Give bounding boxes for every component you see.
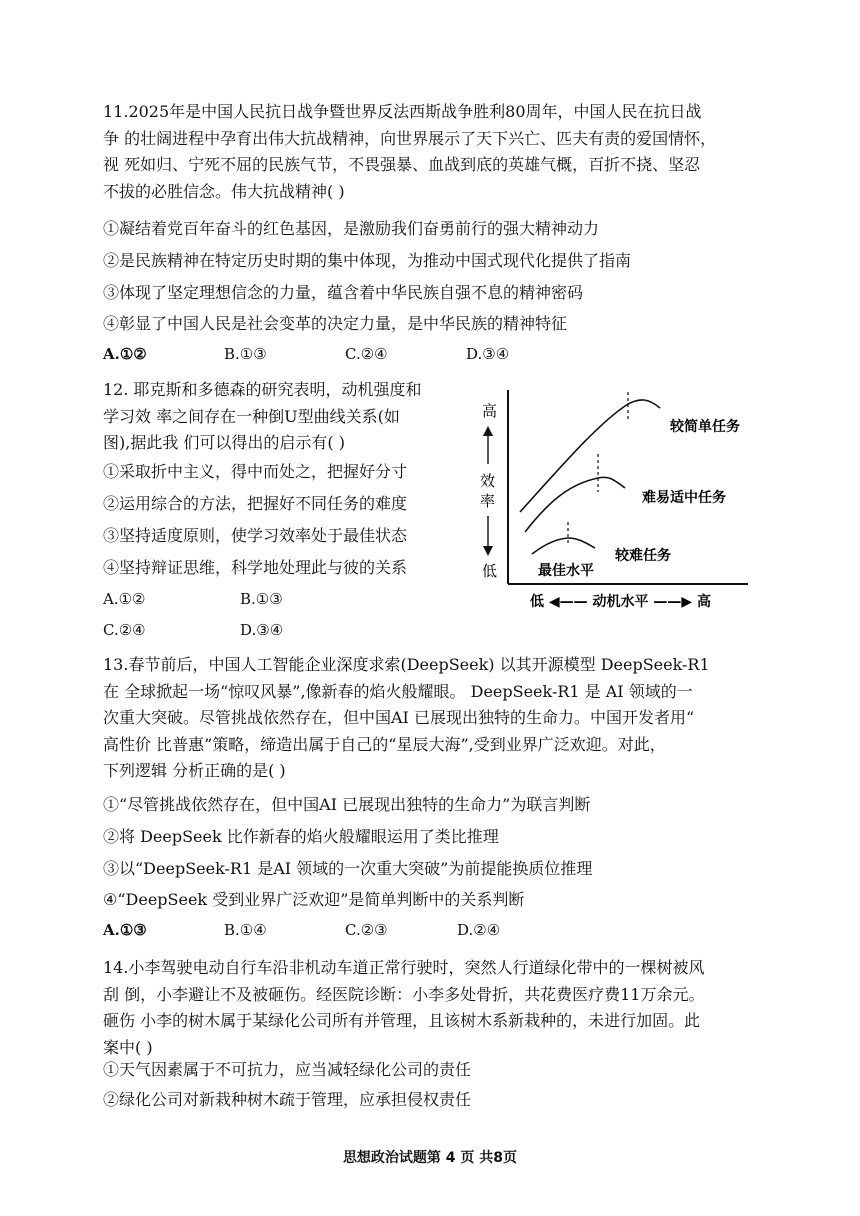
stem-line: 视 死如归、宁死不屈的民族气节，不畏强暴、血战到底的英雄气概，百折不挠、坚忍 [103,155,701,174]
up-arrow-icon [483,426,493,436]
option-4: ④“DeepSeek 受到业界广泛欢迎”是简单判断中的关系判断 [103,890,525,909]
choice-d: D.③④ [240,621,284,639]
choice-c: C.②④ [103,621,146,639]
answer-choices-row-1 [103,590,403,612]
option-1: ①天气因素属于不可抗力，应当减轻绿化公司的责任 [103,1060,472,1079]
label-simple-task: 较简单任务 [670,419,740,435]
answer-choices-row-2 [103,621,403,643]
motivation-efficiency-figure [470,382,760,614]
choice-d: D.②④ [457,921,501,939]
stem-line: 在 全球掀起一场“惊叹风暴”,像新春的焰火般耀眼。 DeepSeek-R1 是 AI 领域的一 [103,681,693,701]
question-13-stem [103,652,763,785]
label-moderate-task: 难易适中任务 [642,490,726,506]
option-4: ④坚持辩证思维，科学地处理此与彼的关系 [103,558,408,577]
choice-c: C.②④ [345,345,388,363]
stem-line: 11.2025年是中国人民抗日战争暨世界反法西斯战争胜利80周年，中国人民在抗日战 [103,102,702,121]
stem-line: 砸伤 小李的树木属于某绿化公司所有并管理，且该树木系新栽种的，未进行加固。此 [103,1011,701,1030]
choice-c: C.②③ [345,921,388,939]
option-1: ①“尽管挑战依然存在，但中国AI 已展现出独特的生命力”为联言判断 [103,795,591,814]
stem-line: 刮 倒，小李避让不及被砸伤。经医院诊断：小李多处骨折，共花费医疗费11万余元。 [103,984,705,1004]
option-2: ②绿化公司对新栽种树木疏于管理，应承担侵权责任 [103,1090,472,1109]
answer-choices [103,921,763,943]
down-arrow-icon [483,546,493,556]
option-3: ③坚持适度原则，使学习效率处于最佳状态 [103,526,408,545]
option-1: ①凝结着党百年奋斗的红色基因，是激励我们奋勇前行的强大精神动力 [103,219,600,238]
answer-choices [103,345,763,367]
stem-line: 不拔的必胜信念。伟大抗战精神( ) [103,181,345,201]
option-3: ③以“DeepSeek-R1 是AI 领域的一次重大突破”为前提能换质位推理 [103,859,593,878]
x-axis-label: 低 ◀—— 动机水平 ——▶ 高 [530,594,712,610]
choice-b: B.①③ [224,345,267,363]
stem-line: 次重大突破。尽管挑战依然存在，但中国AI 已展现出独特的生命力。中国开发者用“ [103,708,695,727]
stem-line: 14.小李驾驶电动自行车沿非机动车道正常行驶时，突然人行道绿化带中的一棵树被风 [103,958,705,977]
label-optimum: 最佳水平 [538,563,594,579]
label-hard-task: 较难任务 [615,548,671,564]
stem-line: 12. 耶克斯和多德森的研究表明，动机强度和 [103,380,422,399]
option-4: ④彰显了中国人民是社会变革的决定力量，是中华民族的精神特征 [103,314,568,333]
option-1: ①采取折中主义，得中而处之，把握好分寸 [103,462,408,481]
y-low-label: 低 [482,562,498,580]
curve-simple-task [520,400,660,512]
stem-line: 下列逻辑 分析正确的是( ) [103,761,286,780]
y-high-label: 高 [482,402,498,420]
stem-line: 图),据此我 们可以得出的启示有( ) [103,433,345,452]
question-12-stem [103,377,463,457]
option-2: ②运用综合的方法，把握好不同任务的难度 [103,494,408,513]
option-2: ②将 DeepSeek 比作新春的焰火般耀眼运用了类比推理 [103,827,499,846]
stem-line: 案中( ) [103,1037,153,1057]
stem-line: 学习效 率之间存在一种倒U型曲线关系(如 [103,406,400,426]
stem-line: 争 的壮阔进程中孕育出伟大抗战精神，向世界展示了天下兴亡、匹夫有责的爱国情怀， [103,128,717,148]
curve-hard-task [532,538,595,554]
y-label-1: 效 [480,472,496,490]
page-footer: 思想政治试题第 4 页 共8页 [342,1150,518,1166]
choice-d: D.③④ [466,345,510,363]
question-11-stem [103,99,763,205]
curve-moderate-task [525,477,625,532]
choice-a: A.①② [103,590,146,608]
question-14-stem [103,955,763,1061]
choice-a: A.①② [103,345,147,363]
stem-line: 高性价 比普惠”策略，缔造出属于自己的“星辰大海”,受到业界广泛欢迎。对此， [103,734,666,754]
choice-a: A.①③ [103,921,147,939]
choice-b: B.①④ [224,921,267,939]
option-2: ②是民族精神在特定历史时期的集中体现，为推动中国式现代化提供了指南 [103,251,632,270]
choice-b: B.①③ [240,590,283,608]
option-3: ③体现了坚定理想信念的力量，蕴含着中华民族自强不息的精神密码 [103,283,584,302]
stem-line: 13.春节前后，中国人工智能企业深度求索(DeepSeek) 以其开源模型 DeepSeek-R1 [103,655,710,674]
y-label-2: 率 [480,492,496,510]
